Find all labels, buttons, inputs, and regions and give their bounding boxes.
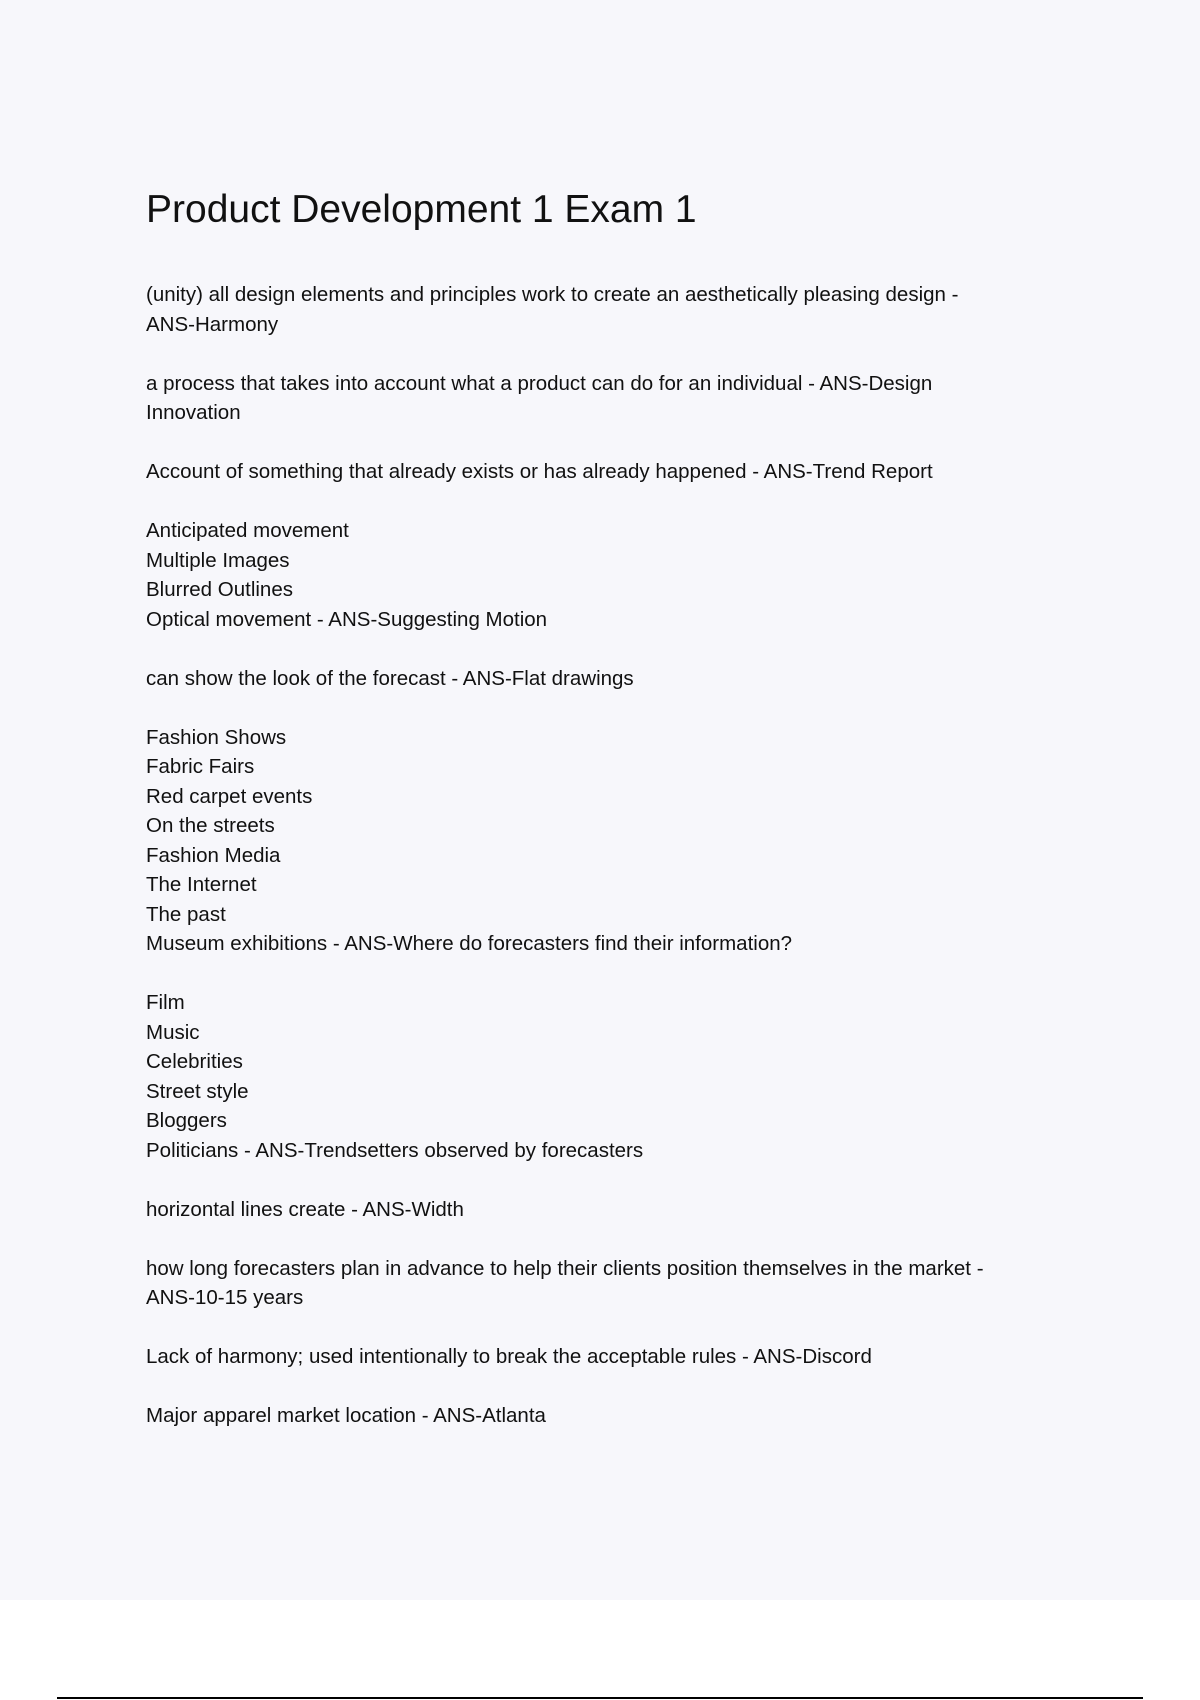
flashcard-entry (146, 280, 1076, 339)
entry-line: Fabric Fairs (146, 755, 255, 778)
entry-line: ANS-10-15 years (146, 1286, 304, 1309)
entry-line: Innovation (146, 401, 241, 424)
entry-line: Optical movement - ANS-Suggesting Motion (146, 607, 548, 631)
footer-divider (57, 1697, 1143, 1699)
entry-line: Lack of harmony; used intentionally to break the acceptable rules - ANS-Discord (146, 1345, 872, 1368)
entry-line: The past (146, 902, 226, 926)
flashcard-entry (146, 1254, 1076, 1313)
entry-line: Red carpet events (146, 784, 313, 808)
entry-line: Bloggers (146, 1109, 227, 1132)
entry-line: can show the look of the forecast - ANS-Flat drawings (146, 666, 634, 690)
flashcard-entry (146, 457, 1076, 487)
entry-line: On the streets (146, 814, 275, 837)
entry-line: Fashion Media (146, 843, 281, 867)
entry-line: The Internet (146, 873, 257, 896)
entry-line: Fashion Shows (146, 725, 287, 749)
entry-line: Major apparel market location - ANS-Atlanta (146, 1404, 546, 1427)
entry-line: Anticipated movement (146, 519, 349, 542)
entry-line: (unity) all design elements and principles work to create an aesthetically pleasing design - (146, 283, 959, 306)
entry-line: Street style (146, 1079, 249, 1103)
document-title: Product Development 1 Exam 1 (146, 188, 697, 231)
flashcard-entry (146, 369, 1076, 428)
flashcard-entry (146, 723, 1076, 959)
flashcard-entry (146, 1342, 1076, 1372)
flashcard-list (146, 280, 1076, 1460)
flashcard-entry (146, 516, 1076, 634)
flashcard-entry (146, 988, 1076, 1165)
entry-line: Music (146, 1020, 200, 1044)
flashcard-entry (146, 1195, 1076, 1225)
entry-line: horizontal lines create - ANS-Width (146, 1197, 464, 1221)
entry-line: Blurred Outlines (146, 578, 293, 601)
entry-line: Film (146, 991, 185, 1014)
entry-line: a process that takes into account what a product can do for an individual - ANS-Design (146, 371, 933, 395)
entry-line: Celebrities (146, 1050, 243, 1073)
entry-line: Multiple Images (146, 548, 290, 572)
entry-line: Museum exhibitions - ANS-Where do forecasters find their information? (146, 932, 793, 955)
flashcard-entry (146, 664, 1076, 694)
entry-line: Politicians - ANS-Trendsetters observed by forecasters (146, 1138, 644, 1162)
entry-line: how long forecasters plan in advance to help their clients position themselves in the market - (146, 1256, 984, 1280)
entry-line: Account of something that already exists or has already happened - ANS-Trend Report (146, 460, 933, 483)
entry-line: ANS-Harmony (146, 312, 279, 336)
flashcard-entry (146, 1401, 1076, 1431)
